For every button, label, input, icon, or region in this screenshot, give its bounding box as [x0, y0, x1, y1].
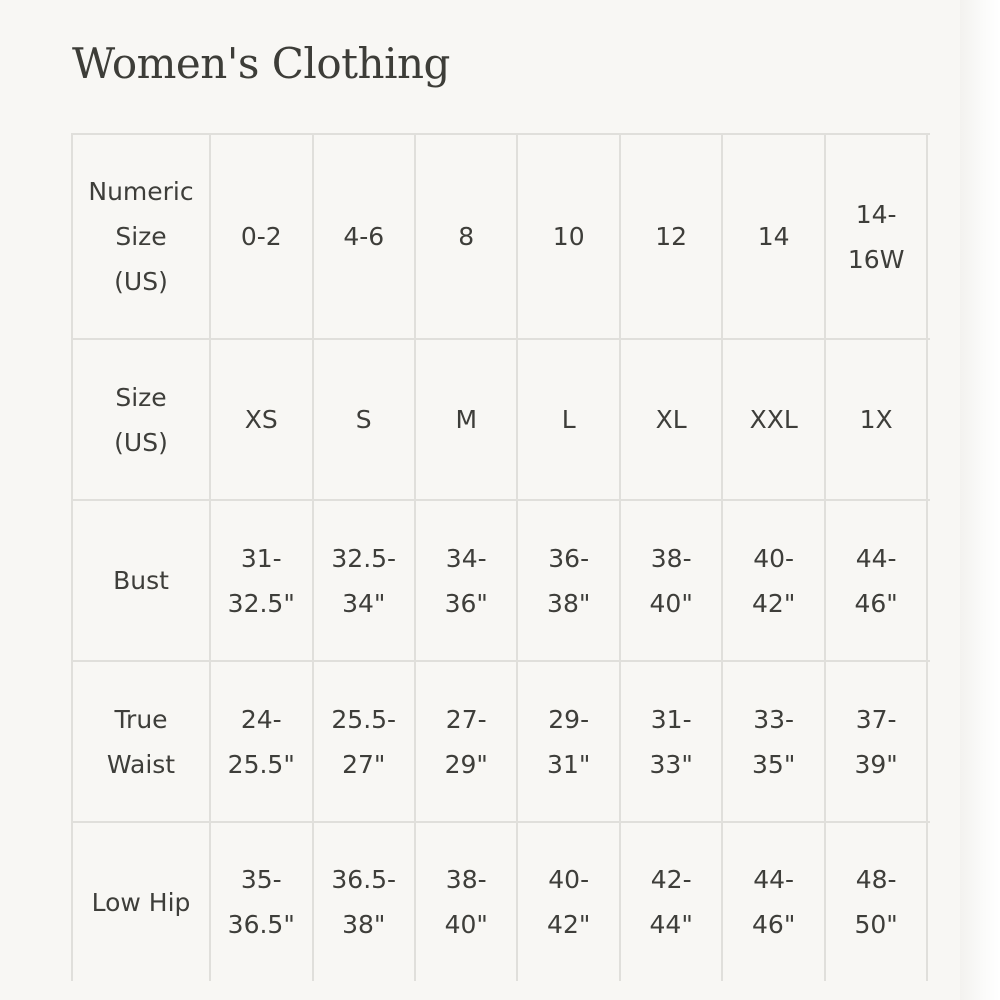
- table-cell-line: 48-: [855, 865, 897, 894]
- table-cell: [517, 339, 619, 500]
- table-cell: [313, 661, 415, 822]
- scrollbar-track[interactable]: [960, 0, 1000, 1000]
- table-cell-line: 35": [752, 749, 796, 779]
- table-cell-line: 39": [854, 749, 898, 779]
- table-cell-line: 40-: [548, 865, 590, 894]
- table-cell-line: 33": [649, 749, 693, 779]
- row-label-cell: [72, 822, 210, 981]
- table-cell-line: 40": [444, 910, 488, 939]
- table-cell: [722, 339, 824, 500]
- table-cell: [722, 661, 824, 822]
- table-cell-line: 38-: [650, 543, 692, 573]
- table-cell-line: 34": [342, 588, 386, 618]
- row-label-line: (US): [114, 427, 168, 457]
- table-cell-line: 32.5-: [331, 543, 397, 573]
- table-cell-line: 10: [552, 222, 585, 251]
- table-cell-line: 25.5-: [331, 704, 397, 734]
- table-cell-line: 16W: [847, 244, 905, 274]
- table-cell: [825, 822, 927, 981]
- table-row-low-hip: [72, 822, 930, 981]
- table-cell: [825, 134, 927, 339]
- row-label-line: Size: [115, 382, 167, 412]
- table-cell-line: 27-: [445, 704, 487, 734]
- table-cell: [210, 500, 312, 661]
- row-label-line: Numeric: [88, 177, 194, 206]
- table-cell: [415, 339, 517, 500]
- table-cell-line: 29-: [548, 704, 590, 734]
- table-cell: [210, 661, 312, 822]
- table-row-letter-size: [72, 339, 930, 500]
- table-cell-line: 42-: [650, 865, 692, 894]
- table-cell-line: L: [561, 405, 576, 434]
- table-cell-line: 8: [458, 222, 475, 251]
- size-chart-container[interactable]: [71, 133, 930, 981]
- table-cell: [620, 661, 722, 822]
- table-cell: [517, 822, 619, 981]
- table-cell-line: 40": [649, 588, 693, 618]
- table-cell: [722, 134, 824, 339]
- table-cell-line: 38": [342, 910, 386, 939]
- table-cell: [313, 134, 415, 339]
- table-cell: [313, 339, 415, 500]
- table-cell-line: 44-: [753, 865, 795, 894]
- table-cell-line: 44-: [855, 543, 897, 573]
- table-row-bust: [72, 500, 930, 661]
- table-cell-line: 36.5": [227, 910, 295, 939]
- table-cell-line: 0-2: [240, 222, 282, 251]
- row-label-line: Waist: [106, 749, 176, 779]
- row-label-line: Size: [115, 222, 167, 251]
- table-cell: [620, 822, 722, 981]
- row-label-cell: [72, 661, 210, 822]
- table-cell-line: 12: [655, 222, 688, 251]
- table-cell: [517, 661, 619, 822]
- table-cell-line: 27": [342, 749, 386, 779]
- table-cell-line: 31": [547, 749, 591, 779]
- table-cell-line: 24-: [240, 704, 282, 734]
- table-cell: [210, 134, 312, 339]
- table-cell-line: 37-: [855, 704, 897, 734]
- table-row-numeric-size: [72, 134, 930, 339]
- table-cell-line: 36.5-: [331, 865, 397, 894]
- row-label-cell: [72, 134, 210, 339]
- table-cell: [927, 339, 930, 500]
- table-cell: [722, 822, 824, 981]
- table-cell-line: 36": [444, 588, 488, 618]
- table-cell-line: XXL: [749, 405, 798, 434]
- table-cell: [620, 134, 722, 339]
- row-label-cell: [72, 500, 210, 661]
- table-cell-line: 31-: [240, 543, 282, 573]
- table-cell: [620, 500, 722, 661]
- table-cell: [927, 661, 930, 822]
- table-cell: [517, 134, 619, 339]
- table-cell: [210, 822, 312, 981]
- size-chart-table: [71, 133, 930, 981]
- table-cell-line: 46": [854, 588, 898, 618]
- table-cell: [415, 500, 517, 661]
- size-chart-body: [72, 134, 930, 981]
- table-cell-line: 31-: [650, 704, 692, 734]
- table-cell-line: 14-: [855, 199, 897, 229]
- page-title: Women's Clothing: [72, 39, 450, 88]
- table-row-true-waist: [72, 661, 930, 822]
- table-cell-line: 4-6: [343, 222, 385, 251]
- table-cell-line: 42": [547, 910, 591, 939]
- table-cell-line: 46": [752, 910, 796, 939]
- table-cell-line: 34-: [445, 543, 487, 573]
- table-cell: [927, 500, 930, 661]
- table-cell: [825, 339, 927, 500]
- table-cell-line: 25.5": [227, 749, 295, 779]
- table-cell-line: 38": [547, 588, 591, 618]
- table-cell-line: 40-: [753, 543, 795, 573]
- table-cell-line: 32.5": [227, 588, 295, 618]
- table-cell-line: XS: [244, 405, 278, 434]
- table-cell-line: 36-: [548, 543, 590, 573]
- table-cell-line: 50": [854, 910, 898, 939]
- table-cell: [517, 500, 619, 661]
- table-cell: [415, 822, 517, 981]
- table-cell: [313, 822, 415, 981]
- row-label-line: Low Hip: [91, 887, 191, 917]
- row-label-cell: [72, 339, 210, 500]
- table-cell-line: 29": [444, 749, 488, 779]
- row-label-line: (US): [114, 267, 168, 296]
- table-cell: [825, 661, 927, 822]
- table-cell: [620, 339, 722, 500]
- table-cell: [927, 134, 930, 339]
- table-cell-line: 42": [752, 588, 796, 618]
- table-cell: [415, 661, 517, 822]
- table-cell: [722, 500, 824, 661]
- table-cell-line: 1X: [859, 405, 893, 434]
- table-cell-line: 35-: [240, 865, 282, 894]
- table-cell-line: 33-: [753, 704, 795, 734]
- row-label-line: Bust: [113, 566, 169, 595]
- row-label-line: True: [114, 704, 168, 734]
- table-cell: [210, 339, 312, 500]
- table-cell-line: M: [455, 405, 478, 434]
- table-cell: [927, 822, 930, 981]
- table-cell: [825, 500, 927, 661]
- table-cell-line: 44": [649, 910, 693, 939]
- table-cell-line: 38-: [445, 865, 487, 894]
- table-cell-line: 14: [757, 222, 790, 251]
- table-cell-line: S: [355, 405, 372, 434]
- table-cell-line: XL: [655, 405, 687, 434]
- table-cell: [415, 134, 517, 339]
- table-cell: [313, 500, 415, 661]
